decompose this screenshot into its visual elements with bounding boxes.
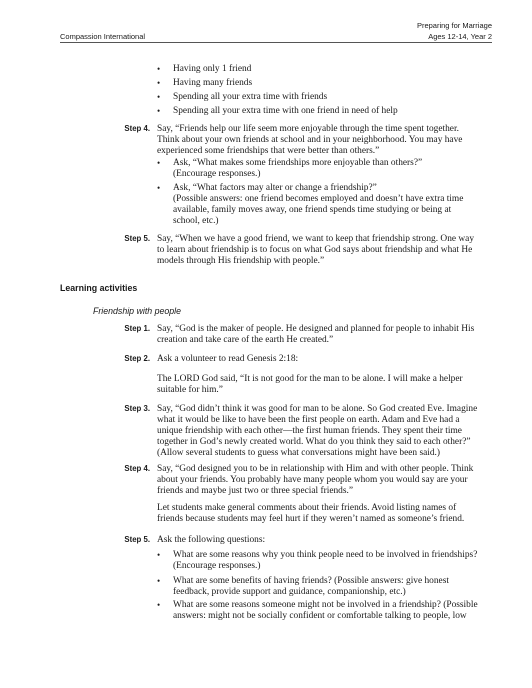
header-divider (60, 42, 492, 43)
subsection-heading: Friendship with people (93, 306, 182, 316)
header-course-info (417, 21, 492, 42)
text-line: unique friendship with each other—the first human friends. They spent their time (157, 425, 462, 436)
text-line: models through His friendship with people.” (157, 255, 325, 266)
step-label: Step 5. (124, 535, 150, 544)
step-label: Step 5. (124, 234, 150, 243)
list-item (173, 600, 478, 622)
text-line: (Encourage responses.) (173, 168, 261, 179)
text-line: Think about your own friends at school and in your neighborhood. You may have (157, 134, 463, 145)
text-line: Let students make general comments about their friends. Avoid listing names of (157, 503, 457, 513)
text-line: answers: might not be socially confident or comfortable talking to people, low (173, 610, 467, 621)
list-item: Spending all your extra time with one friend in need of help (173, 106, 398, 116)
step-text (157, 354, 298, 365)
text-line: Say, “God didn’t think it was good for man to be alone. So God created Eve. Imagine (157, 404, 478, 414)
text-line: Ask, “What factors may alter or change a friendship?” (173, 183, 377, 193)
list-item (173, 550, 477, 572)
step-label: Step 1. (124, 324, 150, 333)
list-item (173, 183, 463, 227)
text-line: school, etc.) (173, 215, 219, 226)
bullet-marker: • (157, 106, 161, 116)
bullet-marker: • (157, 550, 161, 560)
text-line: Ask, “What makes some friendships more enjoyable than others?” (173, 158, 423, 168)
text-line: What are some reasons someone might not be involved in a friendship? (Possible (173, 600, 478, 610)
text-line: (Encourage responses.) (173, 560, 261, 571)
section-heading: Learning activities (60, 283, 138, 293)
bullet-marker: • (157, 576, 161, 586)
step-text (157, 464, 473, 497)
bullet-marker: • (157, 64, 161, 74)
step-text (157, 234, 474, 267)
text-line: Say, “When we have a good friend, we want to keep that friendship strong. One way (157, 234, 475, 244)
text-line: what it would be like to have been the first people on earth. Adam and Eve had a (157, 414, 460, 425)
text-line: friends and maybe just two or three special friends.” (157, 485, 354, 496)
text-line: experienced some friendships that were better than others.” (157, 145, 380, 156)
text-line: together in God’s newly created world. What do you think they said to each other?” (157, 436, 471, 447)
text-line: Say, “God designed you to be in relationship with Him and with other people. Think (157, 464, 474, 474)
header-course-age: Ages 12-14, Year 2 (428, 31, 492, 41)
header-org-name: Compassion International (60, 32, 146, 41)
text-line: Ask a volunteer to read Genesis 2:18: (157, 354, 299, 364)
text-line: feedback, provide support and guidance, companionship, etc.) (173, 586, 406, 597)
step-note (157, 503, 464, 525)
text-line: to learn about friendship is to focus on what God says about friendship and what He (157, 244, 473, 255)
text-line: available, family moves away, one friend spends time studying or being at (173, 204, 452, 215)
list-item: Having many friends (173, 78, 253, 88)
list-item: Spending all your extra time with friends (173, 92, 328, 102)
scripture-quote (157, 374, 463, 396)
text-line: suitable for him.” (157, 384, 223, 395)
text-line: about your friends. You probably have many people whom you would say are your (157, 474, 468, 485)
step-text (157, 124, 462, 157)
text-line: The LORD God said, “It is not good for the man to be alone. I will make a helper (157, 374, 463, 384)
step-text (157, 535, 265, 546)
bullet-marker: • (157, 78, 161, 88)
list-item (173, 158, 422, 180)
bullet-marker: • (157, 92, 161, 102)
text-line: creation and take care of the earth He created.” (157, 334, 334, 345)
bullet-marker: • (157, 600, 161, 610)
text-line: friends because students may feel hurt if they weren’t named as someone’s friend. (157, 513, 465, 524)
text-line: Ask the following questions: (157, 535, 266, 545)
text-line: Say, “God is the maker of people. He designed and planned for people to inhabit His (157, 324, 475, 334)
bullet-marker: • (157, 183, 161, 193)
step-label: Step 2. (124, 354, 150, 363)
step-text (157, 324, 474, 346)
header-course-title: Preparing for Marriage (416, 21, 492, 30)
step-label: Step 4. (124, 124, 150, 133)
step-label: Step 3. (124, 404, 150, 413)
step-label: Step 4. (124, 464, 150, 473)
text-line: (Allow several students to guess what conversations might have been said.) (157, 447, 441, 458)
list-item: Having only 1 friend (173, 64, 252, 74)
text-line: (Possible answers: one friend becomes employed and doesn’t have extra time (173, 193, 464, 204)
bullet-marker: • (157, 158, 161, 168)
list-item (173, 576, 449, 598)
text-line: What are some benefits of having friends? (Possible answers: give honest (173, 576, 449, 586)
step-text (157, 404, 477, 459)
text-line: What are some reasons why you think people need to be involved in friendships? (173, 550, 478, 560)
text-line: Say, “Friends help our life seem more enjoyable through the time spent together. (157, 124, 459, 134)
